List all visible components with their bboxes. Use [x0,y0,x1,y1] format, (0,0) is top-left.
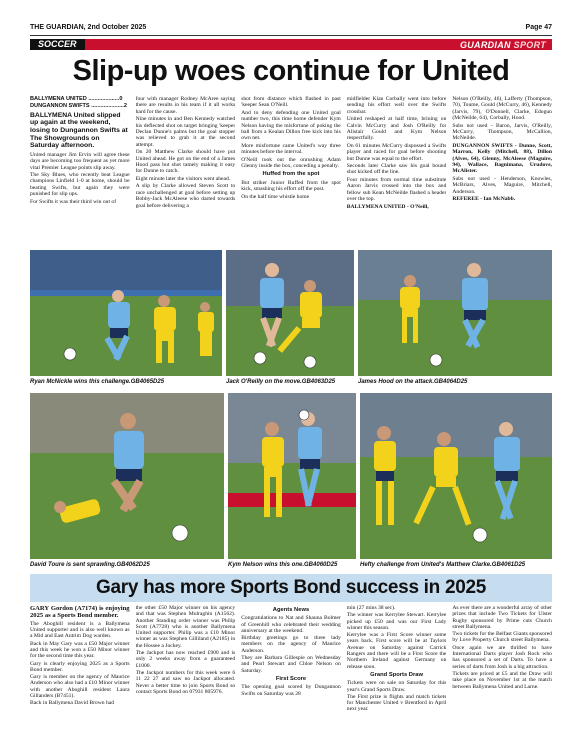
crosshead: Grand Sports Draw [370,671,423,678]
match-photo-2 [226,250,354,376]
article-col-3 [241,96,341,246]
match-photo-4 [30,393,224,559]
paragraph: Nine minutes in and Ben Kennedy watched his deflected shot on target bringing 'keeper Declan Dunne's palms but the goal stopper was relieved to grab it at the second attempt. [135,116,236,148]
paragraph: Seconds later Clarke saw his goal bound shot kicked off the line. [346,163,447,176]
photo-caption-4: David Toure is sent sprawling.GB4062D25 [30,562,150,568]
paragraph: Tickets are priced at £5 and the Draw will take place on November 1st at the match between Ballymena United and Larne. [452,670,552,690]
bond-col-3 [241,605,341,733]
article-body [30,96,552,246]
paragraph: min (27 mins 38 sec). [346,605,396,611]
paragraph: And to deny defending one United goal number two, this time home defender Kym Nelson having the misfortune of poking the ball from a Kealan Dillon free kick into his own net. [241,109,341,142]
paragraph: O'Neill took out the onrushing Adam Glenny inside the box, conceding a penalty. [241,156,341,170]
paragraph: Once again we are thrilled to have International Darts player Josh Rock who has sponsored a set of Darts. To have a series of darts from Josh is a big attraction. [452,644,552,670]
paper-date: THE GUARDIAN, 2nd October 2025 [30,24,147,31]
paragraph: Back in May Gary was a £50 Major winner and this week he won a £50 Minor winner for the second time this year. [30,640,130,660]
photo-illustration [360,393,552,559]
score-line-away: DUNGANNON SWIFTS .....................2 [30,103,127,110]
paragraph: shot from distance which flashed in past 'keeper Sean O'Neill. [241,96,341,109]
photo-caption-5: Kym Nelson wins this one.GB4060D25 [228,562,338,568]
paragraph: Congratulations to Nat and Shauna Bolmer of Greenhill who celebrated their wedding anniversary at the weekend. [241,615,341,634]
paragraph: the other £50 Major winner on his agency and that was Stephen Mulraghin (A1562). Another Standing order winner was Philip Scott (A7728) who is another Ballymena United supporter. Philip was a £10 Minor winner as was Stephen Gilliland (A2185) in the Hossee a Jockey. [135,605,236,649]
match-photo-3 [358,250,552,376]
photo-illustration [226,250,354,376]
bond-col-4 [347,605,447,733]
article-col-1 [30,96,130,246]
paragraph: A slip by Clarke allowed Steven Scott to race unchallenged at goal before setting up Bobby-Jack McAleese who darted towards goal before delivering a [135,183,236,209]
article-headline: Slip-up woes continue for United [72,55,510,87]
score-line-home: BALLYMENA UNITED ....................0 [30,96,123,102]
paragraph: Gary is clearly enjoying 2025 as a Sports Bond member. [30,660,130,673]
paragraph: Tickets were on sale on Saturday for this year's Grand Sports Draw. [346,680,447,693]
paragraph: On the half time whistle home [241,193,310,200]
paragraph: Birthday greetings go to three lady members on the agency of Maurice Anderson. [241,635,341,654]
paragraph: For Swifts it was their third win out of [30,198,117,205]
bond-col-1 [30,605,130,733]
brand-guardian: GUARDIAN [459,39,511,50]
match-photo-6 [360,393,552,559]
paragraph: On 61 minutes McCurry dispossed a Swifts player and raced for goal before shooting but Dunne was equal to the effort. [346,142,447,162]
masthead [30,24,552,36]
photo-caption-6: Hefty challenge from United's Matthew Clarke.GB4061D25 [360,562,526,568]
article-lede: BALLYMENA United slipped up again at the weekend, losing to Dungannon Swifts at The Showgrounds on Saturday afternoon. [30,111,128,150]
team-line-away: DUNGANNON SWIFTS - Dunne, Scott, Marron, Kelly (Mitchell, 88), Dillon (Alves, 64), Glenny, McAleese (Maguire, 94), Wallace, Bagnimana, Urudove, McAlister. [452,142,552,175]
crosshead: Huffed from the spot [262,171,320,178]
team-line-home: BALLYMENA UNITED - O'Neill, [346,203,429,210]
photo-caption-1: Ryan McNickle wins this challenge.GB4065D25 [30,379,165,385]
photo-illustration [30,393,224,559]
paragraph: midfielder Kian Corbally went into before sending his effort well over the Swifts crossbar. [346,96,447,115]
photo-illustration [228,393,356,559]
paragraph: They are Barbara Gillespie on Wednesday and Pearl Stewart and Chloe Nelson on Saturday. [241,655,341,674]
section-bar [30,39,552,50]
paragraph: United manager Jim Ervin will agree these days are becoming too frequent as yet more vital Premier League points slip away. [30,151,130,171]
photo-caption-3: James Hood on the attack.GB4064D25 [358,379,468,385]
paragraph: The opening goal scored by Dungannon Swifts on Saturday was 28 [241,684,341,697]
photo-illustration [30,250,222,376]
paragraph: The winner was Kerrylee Stewart. Kerrylee picked up £50 and was our First Lady winner this season. [346,612,447,631]
crosshead: Agents News [272,607,310,613]
paragraph: The Jackpot numbers for this week were 6 11 22 27 and saw no Jackpot allocated. Never a better time to join Sports Bond so contact Sports Bond on 07931 805976. [135,669,236,695]
paragraph: four with manager Rodney McAree saying there are results in his team if it all works hard for the cause. [135,96,236,115]
photo-illustration [358,250,552,376]
paragraph: United reshaped at half time, brining on Calvin McCurry and Josh O'Reilly for Alistair Gould and Kym Nelson respectfully. [346,116,447,142]
paragraph: Back in Ballymena David Brown had [30,700,115,707]
section-brand [460,40,552,50]
paragraph: The Aboghill resident is a Ballymena United supporter and is also well known as a Mid and East Antrim Dog warden. [30,620,130,640]
paragraph: More misfortune came United's way three minutes before the interval. [241,142,341,156]
paragraph: But striker Junior Ruffed from the spot kick, smashing his effort off the post. [241,179,341,193]
crosshead: First Score [275,675,307,682]
article-col-4 [347,96,447,246]
sports-bond-body [30,605,552,733]
paragraph: Gary is member on the agency of Maurice Anderson who also had a £10 Minor winner with another Aboghill resident Laura Gillanders (B7451). [30,674,130,700]
paragraph: Eight minute later the visitors went ahead. [135,175,231,182]
bond-lede: GARY Gordon (A7174) is enjoying 2025 as a Sports Bond member. [30,605,130,620]
paragraph: The Jackpot has now reached £900 and is only 2 weeks away from a guaranteed £1000. [135,650,236,669]
paragraph: Kerrylee was a First Score winner some years back. First score will be at Taylors Avenue on Saturday against Carrick Rangers and there will be a First Score the Northern Ireland against Germany on release soon. [346,632,447,670]
sports-bond-headline: Gary has more Sports Bond success in 2025 [30,574,552,602]
match-photo-5 [228,393,356,559]
page-number: Page 47 [525,24,552,31]
match-photo-1 [30,250,222,376]
bond-col-5 [452,605,552,733]
bond-col-2 [136,605,236,733]
paragraph: As ever there are a wonderful array of other prizes that include Two Tickets for Ulster Rugby sponsored by Prime cuts Church street Ballymena. [452,605,552,630]
paragraph: On 20 Matthew Clarke should have put United ahead. He got on the end of a James Hood pass but shot tamely making it easy for Dunne to catch. [135,149,236,175]
paragraph: Four minutes from normal time substitute Aaron Jarvis crossed into the box and fellow sub Kean McNeilde flashed a header over the top. [346,176,447,203]
photo-caption-2: Jack O'Reilly on the move.GB4063D25 [226,379,336,385]
subs-home: Subs not used - Baron, Jarvis, O'Reilly, McCurry, Thompson, McCallion, McNeilde. [452,122,552,142]
brand-sport: SPORT [513,39,546,50]
article-col-5 [452,96,552,246]
article-col-2 [136,96,236,246]
paragraph: Nelson (O'Reilly, 46), Lafferty (Thompson, 70), Toume, Gould (McCurry, 46), Kennedy (Jarvis, 79), O'Donnell, Clarke, Edogun (McNeilde, 64), Corbally, Hood. [452,96,552,122]
subs-away: Subs not used - Henderson, Knowles, McBriars, Alves, Maguire, Mitchell, Anderson. [452,175,552,195]
paragraph: The Sky Blues, who recently beat League champions Linfield 1-0 at home, should be beating Swifts, but again they were punished for slip ups. [30,172,130,198]
referee-line: REFEREE - Ian McNabb. [452,196,516,203]
section-tag: SOCCER [30,39,85,50]
paragraph: The First prize is flights and match tickets for Manchester United v Brentford in April next year. [346,693,447,713]
paragraph: Two tickets for the Belfast Giants sponsored by Love Property Church street Ballymena. [452,631,552,644]
